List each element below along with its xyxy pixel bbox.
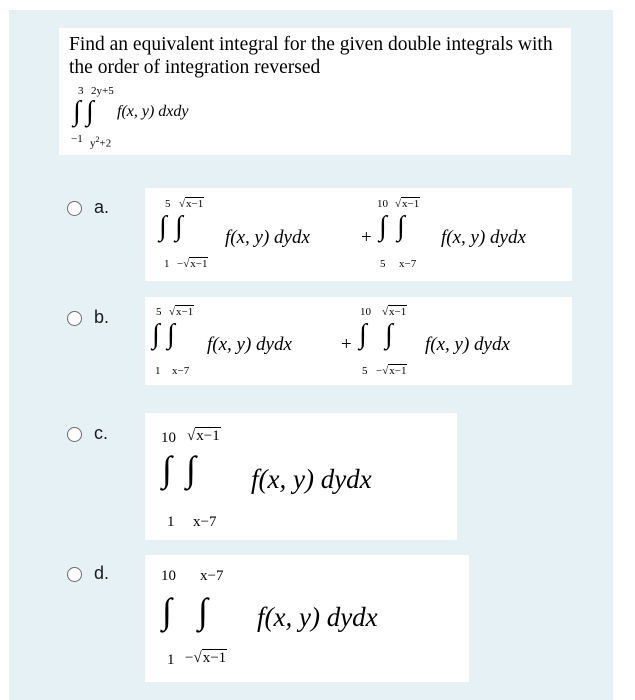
outer-upper-limit: 10 <box>161 568 176 584</box>
question-text: Find an equivalent integral for the given double integrals with the order of integration reversed <box>69 34 553 78</box>
outer-upper-limit: 10 <box>161 430 176 446</box>
term2-inner-upper: √x−1 <box>382 306 407 318</box>
term2-outer-integral: ∫ <box>379 211 387 242</box>
term2-outer-lower: 5 <box>380 258 386 270</box>
term1-inner-integral: ∫ <box>167 319 175 350</box>
plus-sign: + <box>361 227 372 248</box>
term1-inner-lower: −√x−1 <box>177 258 208 270</box>
term1-outer-integral: ∫ <box>152 319 160 350</box>
option-letter-c: c. <box>94 423 109 443</box>
option-d-integrand: f(x, y) dydx <box>257 602 378 632</box>
term2-integrand: f(x, y) dydx <box>441 227 526 248</box>
option-d-formula <box>145 555 469 682</box>
question-box <box>59 28 571 155</box>
term1-outer-upper: 5 <box>156 306 162 318</box>
inner-integral-sign: ∫ <box>86 96 94 127</box>
inner-lower-limit: $y^2+2$ <box>90 135 112 150</box>
term1-outer-upper: 5 <box>165 198 171 210</box>
term2-outer-integral: ∫ <box>359 319 367 350</box>
radio-button-c[interactable] <box>67 427 82 442</box>
term2-outer-lower: 5 <box>362 365 368 377</box>
term1-integrand: f(x, y) dydx <box>225 227 310 248</box>
outer-lower-limit: −1 <box>71 133 83 145</box>
plus-sign: + <box>341 334 352 355</box>
radio-button-b[interactable] <box>67 311 82 326</box>
term2-inner-integral: ∫ <box>397 211 405 242</box>
term2-inner-upper: √x−1 <box>395 198 420 210</box>
outer-upper-limit: 3 <box>78 85 84 97</box>
outer-lower-limit: 1 <box>167 514 175 530</box>
term2-integrand: f(x, y) dydx <box>425 334 510 355</box>
term1-inner-upper: √x−1 <box>179 198 204 210</box>
option-a-formula <box>145 188 572 281</box>
option-c-formula <box>145 413 457 540</box>
inner-upper-limit: √x−1 <box>187 428 220 444</box>
outer-lower-limit: 1 <box>167 652 175 668</box>
option-c-integrand: f(x, y) dydx <box>251 464 372 494</box>
term1-inner-upper: √x−1 <box>169 306 194 318</box>
inner-lower-limit: x−7 <box>193 514 217 530</box>
term1-inner-lower: x−7 <box>172 365 190 377</box>
term2-inner-lower: x−7 <box>399 258 417 270</box>
radio-button-d[interactable] <box>67 567 82 582</box>
inner-lower-limit: −√x−1 <box>185 650 227 666</box>
outer-integral-sign: ∫ <box>73 96 81 127</box>
term2-outer-upper: 10 <box>377 198 388 210</box>
outer-integral-sign: ∫ <box>162 591 172 631</box>
term1-outer-integral: ∫ <box>159 211 167 242</box>
term1-outer-lower: 1 <box>164 258 170 270</box>
term1-integrand: f(x, y) dydx <box>207 334 292 355</box>
term1-outer-lower: 1 <box>155 365 161 377</box>
question-integrand: f(x, y) dxdy <box>117 103 189 120</box>
option-letter-d: d. <box>94 563 110 583</box>
term2-outer-upper: 10 <box>360 306 371 318</box>
term2-inner-lower: −√x−1 <box>376 365 407 377</box>
inner-integral-sign: ∫ <box>198 591 208 631</box>
option-letter-b: b. <box>94 307 110 327</box>
term2-inner-integral: ∫ <box>385 319 393 350</box>
inner-upper-limit: x−7 <box>200 568 224 584</box>
outer-integral-sign: ∫ <box>162 449 172 489</box>
option-b-formula <box>145 297 572 385</box>
radio-button-a[interactable] <box>67 201 82 216</box>
term1-inner-integral: ∫ <box>175 211 183 242</box>
option-letter-a: a. <box>94 197 110 217</box>
inner-upper-limit: 2y+5 <box>91 85 114 97</box>
inner-integral-sign: ∫ <box>186 449 196 489</box>
